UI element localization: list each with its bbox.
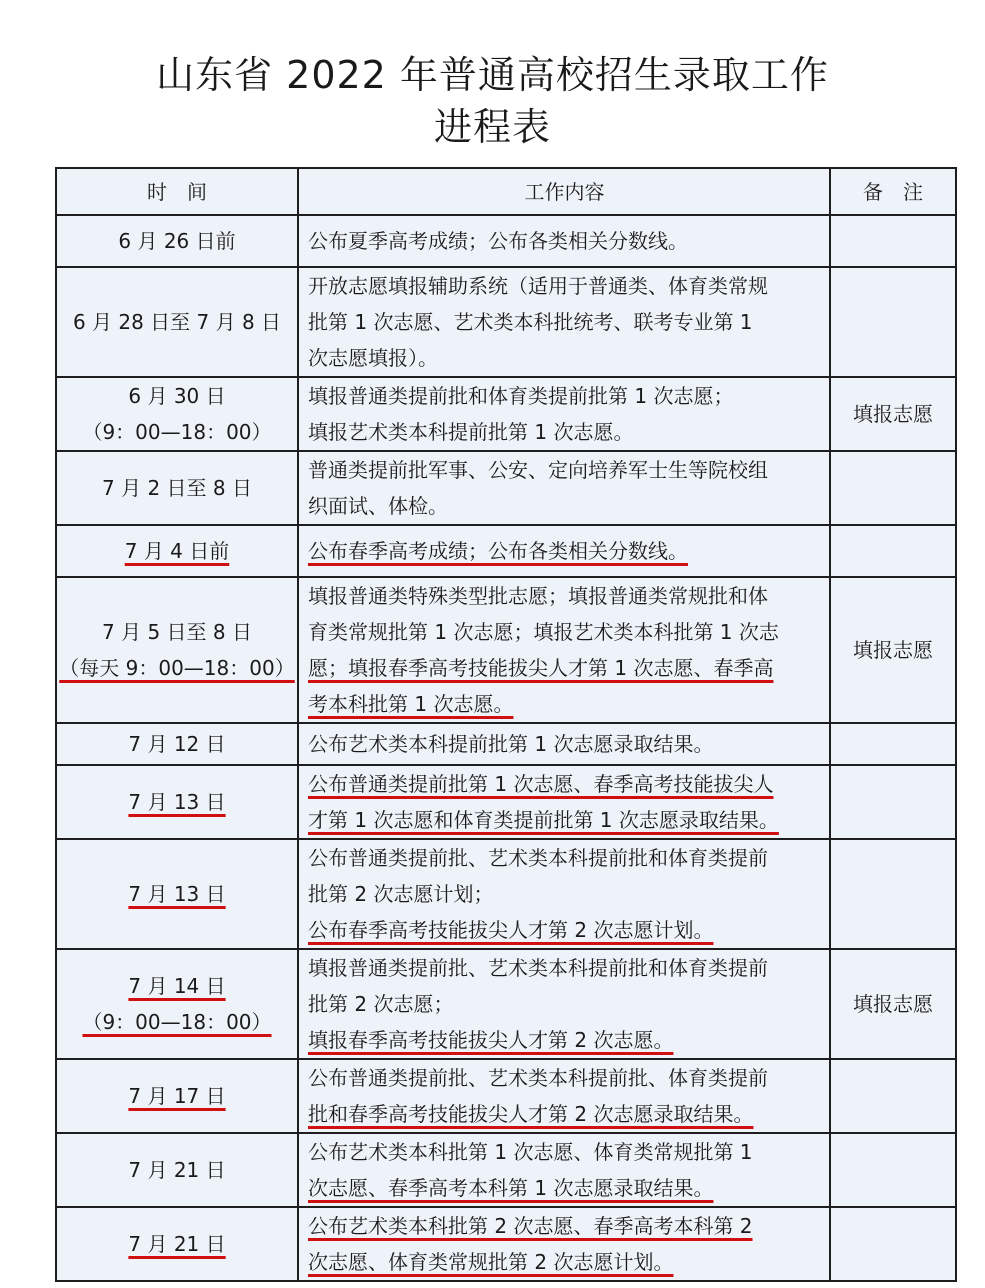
time-text: 7 月 12 日 — [128, 732, 226, 756]
time-text: 7 月 13 日 — [128, 790, 226, 814]
header-row — [56, 168, 956, 215]
content-text: 填报普通类提前批和体育类提前批第 1 次志愿； — [308, 384, 734, 408]
content-cell — [298, 525, 830, 577]
table-row — [56, 765, 956, 839]
time-text: 7 月 17 日 — [128, 1084, 226, 1108]
note-cell — [830, 1133, 956, 1207]
time-text: 6 月 28 日至 7 月 8 日 — [72, 310, 282, 334]
time-text: 7 月 21 日 — [128, 1232, 226, 1256]
content-text: 次志愿、体育类常规批第 2 次志愿计划。 — [308, 1250, 674, 1274]
content-text: 次志愿、春季高考本科第 1 次志愿录取结果。 — [308, 1176, 714, 1200]
time-text: 7 月 5 日至 8 日 — [102, 620, 252, 644]
content-text: 织面试、体检。 — [308, 494, 448, 518]
content-text: 填报普通类特殊类型批志愿；填报普通类常规批和体 — [308, 584, 768, 608]
schedule-table — [55, 167, 957, 1282]
content-cell — [298, 765, 830, 839]
content-text: 公布春季高考成绩；公布各类相关分数线。 — [308, 539, 688, 563]
note-cell: 填报志愿 — [830, 377, 956, 451]
content-cell — [298, 839, 830, 949]
time-cell — [56, 215, 298, 267]
content-text: 公布普通类提前批、艺术类本科提前批和体育类提前 — [308, 846, 768, 870]
content-text: 普通类提前批军事、公安、定向培养军士生等院校组 — [308, 458, 768, 482]
table-row — [56, 839, 956, 949]
time-text: （每天 9：00—18：00） — [59, 656, 295, 680]
content-text: 批第 2 次志愿； — [308, 992, 454, 1016]
time-text: 6 月 26 日前 — [118, 229, 236, 253]
content-text: 填报春季高考技能拔尖人才第 2 次志愿。 — [308, 1028, 674, 1052]
time-cell — [56, 723, 298, 765]
content-text: 公布普通类提前批、艺术类本科提前批、体育类提前 — [308, 1066, 768, 1090]
content-cell — [298, 949, 830, 1059]
content-cell — [298, 1207, 830, 1281]
time-cell — [56, 765, 298, 839]
time-cell — [56, 577, 298, 723]
content-text: 开放志愿填报辅助系统（适用于普通类、体育类常规 — [308, 274, 768, 298]
note-cell — [830, 267, 956, 377]
time-cell — [56, 1207, 298, 1281]
content-text: 公布春季高考技能拔尖人才第 2 次志愿计划。 — [308, 918, 714, 942]
table-row — [56, 1133, 956, 1207]
time-text: 7 月 21 日 — [128, 1158, 226, 1182]
content-cell — [298, 451, 830, 525]
time-text: （9：00—18：00） — [82, 420, 272, 444]
content-text: 考本科批第 1 次志愿。 — [308, 692, 514, 716]
content-text: 次志愿填报）。 — [308, 346, 438, 370]
table-row — [56, 215, 956, 267]
header-time: 时 间 — [56, 168, 298, 215]
time-cell — [56, 1133, 298, 1207]
time-cell — [56, 451, 298, 525]
content-text: 填报艺术类本科提前批第 1 次志愿。 — [308, 420, 634, 444]
content-cell — [298, 1133, 830, 1207]
table-row — [56, 525, 956, 577]
content-text: 公布夏季高考成绩；公布各类相关分数线。 — [308, 229, 688, 253]
note-cell: 填报志愿 — [830, 949, 956, 1059]
time-text: 7 月 13 日 — [128, 882, 226, 906]
time-cell — [56, 949, 298, 1059]
content-text: 公布普通类提前批第 1 次志愿、春季高考技能拔尖人 — [308, 772, 774, 796]
table-row — [56, 451, 956, 525]
time-text: 7 月 14 日 — [128, 974, 226, 998]
content-cell — [298, 215, 830, 267]
content-cell — [298, 723, 830, 765]
header-content: 工作内容 — [298, 168, 830, 215]
content-text: 批第 2 次志愿计划； — [308, 882, 494, 906]
table-row — [56, 577, 956, 723]
time-cell — [56, 267, 298, 377]
content-text: 愿；填报春季高考技能拔尖人才第 1 次志愿、春季高 — [308, 656, 774, 680]
content-text: 批第 1 次志愿、艺术类本科批统考、联考专业第 1 — [308, 310, 753, 334]
note-cell: 填报志愿 — [830, 577, 956, 723]
table-row — [56, 949, 956, 1059]
content-cell — [298, 267, 830, 377]
time-text: 6 月 30 日 — [128, 384, 226, 408]
note-cell — [830, 839, 956, 949]
note-cell — [830, 215, 956, 267]
content-text: 批和春季高考技能拔尖人才第 2 次志愿录取结果。 — [308, 1102, 754, 1126]
time-cell — [56, 377, 298, 451]
content-cell — [298, 377, 830, 451]
table-row — [56, 1059, 956, 1133]
time-text: 7 月 4 日前 — [124, 539, 230, 563]
time-cell — [56, 525, 298, 577]
table-row — [56, 267, 956, 377]
content-cell — [298, 1059, 830, 1133]
time-text: 7 月 2 日至 8 日 — [102, 476, 252, 500]
note-cell — [830, 1059, 956, 1133]
content-text: 填报普通类提前批、艺术类本科提前批和体育类提前 — [308, 956, 768, 980]
content-text: 公布艺术类本科批第 1 次志愿、体育类常规批第 1 — [308, 1140, 753, 1164]
header-note: 备 注 — [830, 168, 956, 215]
content-text: 才第 1 次志愿和体育类提前批第 1 次志愿录取结果。 — [308, 808, 779, 832]
note-cell — [830, 765, 956, 839]
content-text: 公布艺术类本科批第 2 次志愿、春季高考本科第 2 — [308, 1214, 753, 1238]
time-cell — [56, 839, 298, 949]
page-subtitle: 进程表 — [433, 105, 551, 149]
table-row — [56, 1207, 956, 1281]
content-text: 公布艺术类本科提前批第 1 次志愿录取结果。 — [308, 732, 714, 756]
content-cell — [298, 577, 830, 723]
time-cell — [56, 1059, 298, 1133]
note-cell — [830, 723, 956, 765]
note-cell — [830, 525, 956, 577]
table-row — [56, 723, 956, 765]
table-row — [56, 377, 956, 451]
page-title: 山东省 2022 年普通高校招生录取工作 — [156, 53, 829, 97]
content-text: 育类常规批第 1 次志愿；填报艺术类本科批第 1 次志 — [308, 620, 779, 644]
note-cell — [830, 1207, 956, 1281]
time-text: （9：00—18：00） — [82, 1010, 272, 1034]
note-cell — [830, 451, 956, 525]
